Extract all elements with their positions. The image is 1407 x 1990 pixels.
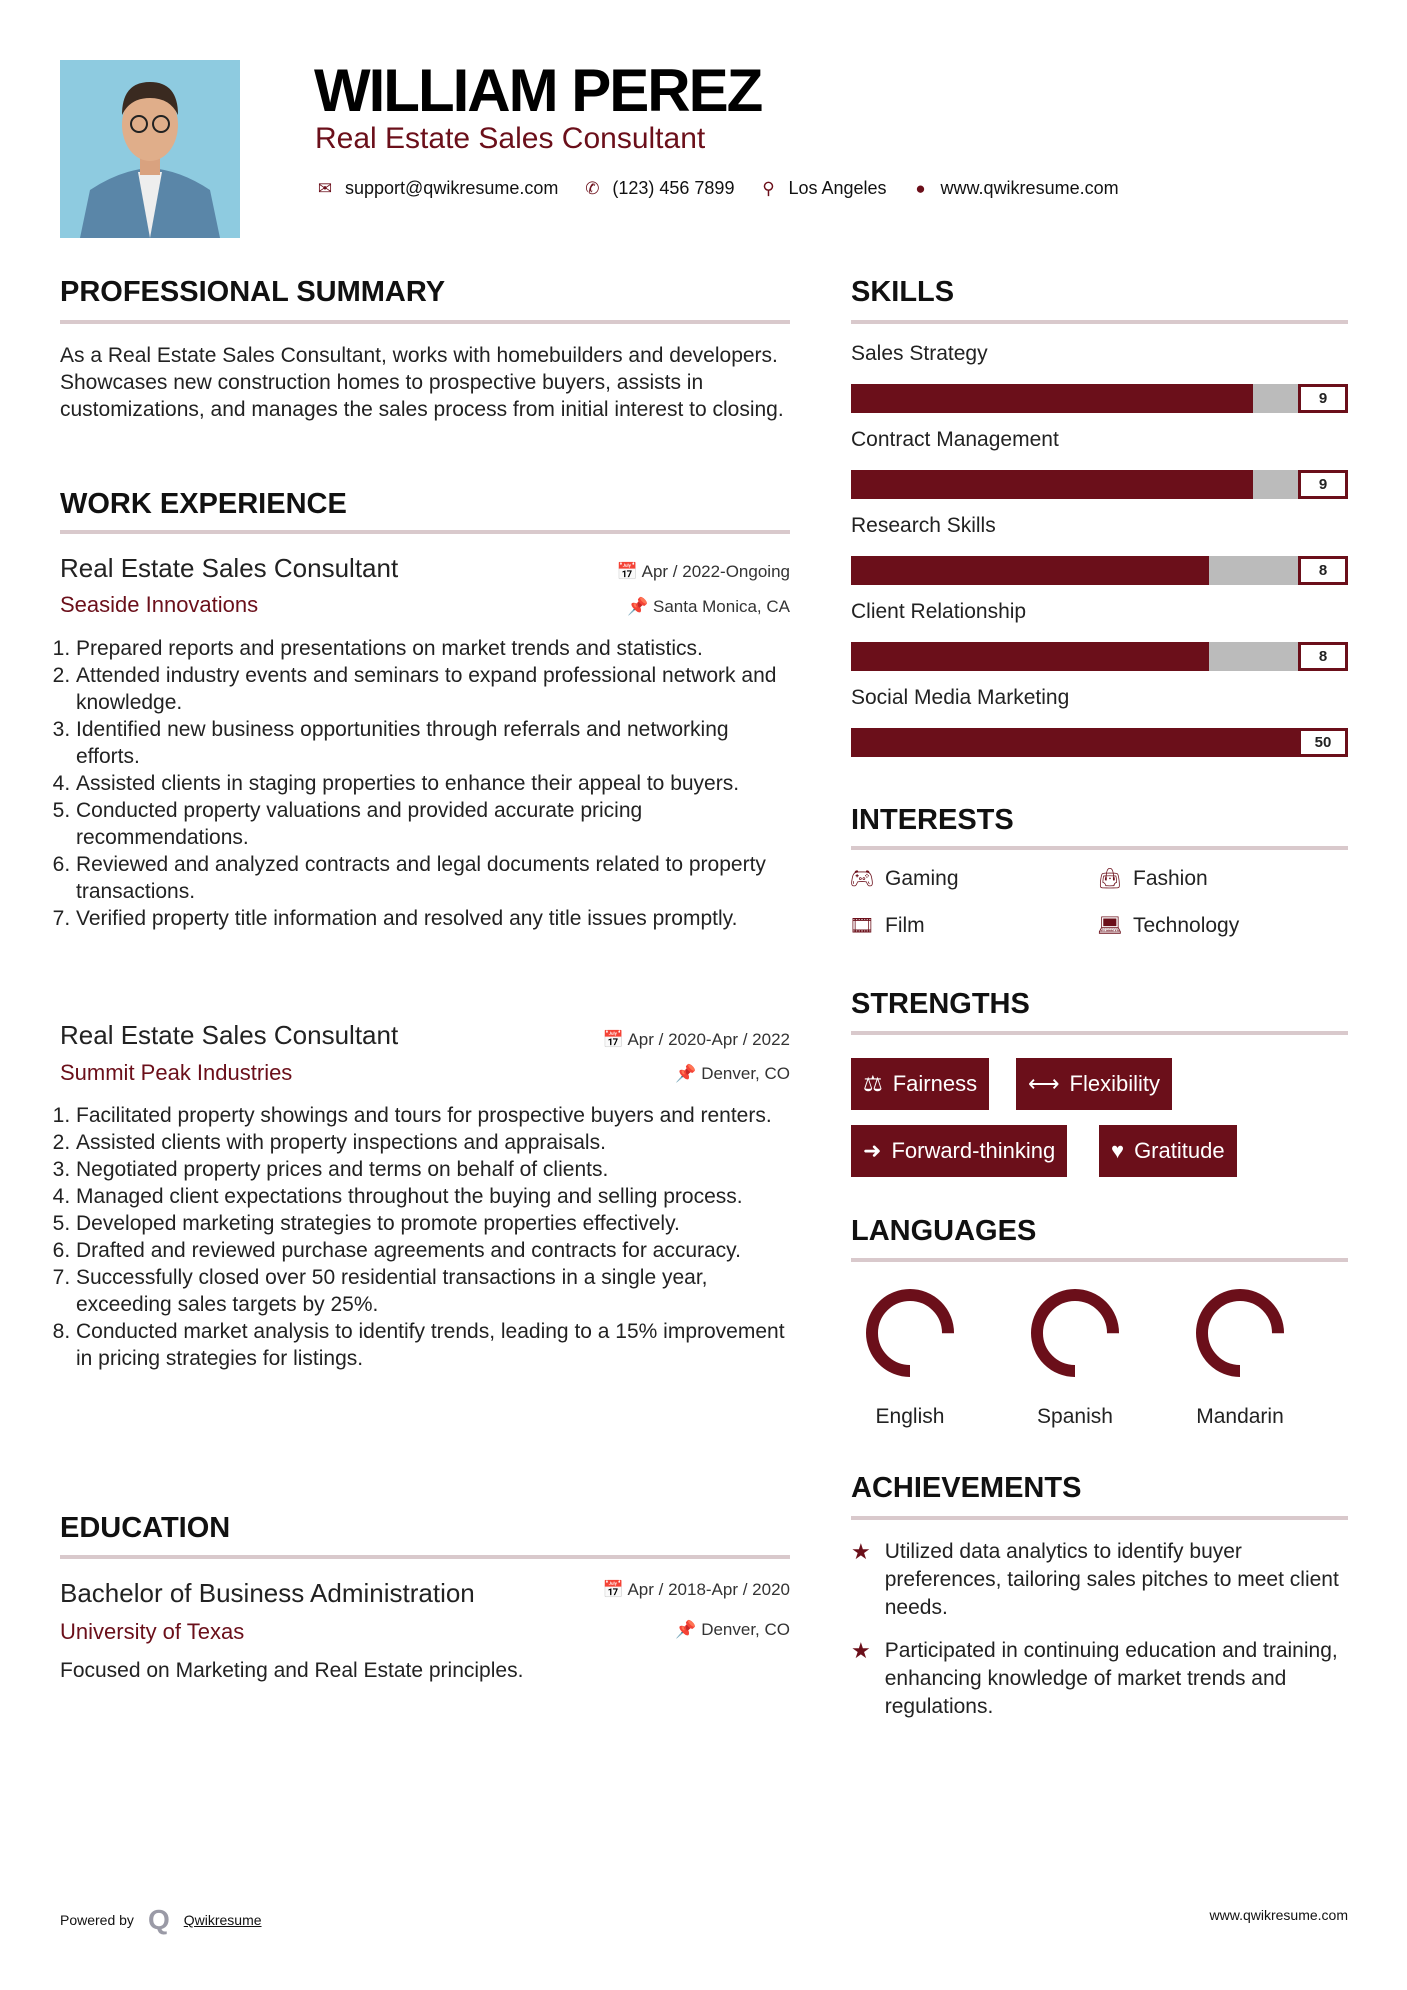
skill-fill (851, 384, 1253, 413)
strength-label: Forward-thinking (891, 1138, 1056, 1163)
balance-scale-icon: ⚖ (863, 1071, 883, 1096)
summary-text: As a Real Estate Sales Consultant, works with homebuilders and developers. Showcases new construction homes to prospective buyers, assists in customizations, and manages the sales process from initial interest to closing. (60, 344, 784, 421)
contact-row (315, 178, 1133, 199)
strengths-heading: STRENGTHS (851, 988, 1030, 1020)
language-name: Spanish (1037, 1405, 1113, 1428)
interest-label: Technology (1133, 913, 1240, 937)
job-location (627, 597, 790, 617)
language-ring (1015, 1285, 1135, 1385)
pin-icon: 📌 (627, 597, 653, 616)
list-item: 6. Drafted and reviewed purchase agreements and contracts for accuracy. (76, 1237, 786, 1264)
job-bullets (56, 1102, 786, 1372)
website-link[interactable]: www.qwikresume.com (940, 178, 1119, 198)
skill-track (851, 556, 1298, 585)
skill-name: Research Skills (851, 514, 996, 537)
interest-gaming (849, 866, 959, 891)
list-item: 8. Conducted market analysis to identify trends, leading to a 15% improvement in pricing strategies for listings. (76, 1318, 786, 1372)
job-location-text: Denver, CO (701, 1064, 790, 1083)
calendar-icon: 📅 (602, 1030, 628, 1049)
experience-heading: WORK EXPERIENCE (60, 488, 347, 520)
skill-name: Contract Management (851, 428, 1059, 451)
skill-track (851, 470, 1298, 499)
shopping-bag-icon: 👜︎ (1097, 868, 1123, 890)
star-icon: ★ (851, 1539, 871, 1564)
interest-technology (1097, 913, 1239, 938)
candidate-title: Real Estate Sales Consultant (315, 122, 706, 155)
summary-heading: PROFESSIONAL SUMMARY (60, 276, 446, 308)
interest-label: Gaming (885, 866, 959, 890)
calendar-icon: 📅 (602, 1580, 628, 1599)
list-item: 4. Managed client expectations throughout the buying and selling process. (76, 1183, 786, 1210)
footer-brand (60, 1904, 262, 1936)
skill-item (851, 428, 1348, 499)
calendar-icon: 📅 (616, 562, 642, 581)
list-item: 1. Facilitated property showings and tours for prospective buyers and renters. (76, 1102, 786, 1129)
job-date (603, 1030, 791, 1050)
phone-icon: ✆ (585, 178, 600, 198)
skill-track (851, 384, 1298, 413)
skill-name: Sales Strategy (851, 342, 988, 365)
skill-bar (851, 728, 1348, 757)
skill-fill (851, 728, 1298, 757)
edu-description: Focused on Marketing and Real Estate principles. (60, 1659, 524, 1682)
languages-list (850, 1285, 1350, 1435)
strength-tag (851, 1125, 1067, 1177)
achievement-text: Participated in continuing education and training, enhancing knowledge of market trends and regulations. (884, 1639, 1338, 1718)
skill-value: 50 (1298, 728, 1348, 757)
skills-list (851, 342, 1348, 772)
interest-label: Fashion (1133, 866, 1208, 890)
skill-fill (851, 642, 1209, 671)
languages-heading: LANGUAGES (851, 1215, 1037, 1247)
location-text: Los Angeles (788, 178, 887, 198)
job-title: Real Estate Sales Consultant (60, 553, 399, 583)
map-marker-icon: ⚲ (762, 178, 775, 198)
skill-bar (851, 470, 1348, 499)
language-name: Mandarin (1196, 1405, 1284, 1428)
divider (851, 846, 1348, 850)
list-item: 7. Verified property title information and resolved any title issues promptly. (76, 905, 786, 932)
divider (60, 1555, 790, 1559)
job-company: Seaside Innovations (60, 592, 259, 617)
gamepad-icon: 🎮︎ (849, 868, 875, 890)
divider (60, 320, 790, 324)
job-date (617, 562, 790, 582)
language-name: English (875, 1405, 945, 1428)
pin-icon: 📌 (675, 1620, 702, 1639)
list-item: 6. Reviewed and analyzed contracts and legal documents related to property transactions. (76, 851, 786, 905)
skill-name: Client Relationship (851, 600, 1027, 623)
edu-date-text: Apr / 2018-Apr / 2020 (627, 1580, 790, 1599)
degree: Bachelor of Business Administration (60, 1578, 475, 1608)
school: University of Texas (60, 1619, 245, 1644)
divider (851, 1031, 1348, 1035)
achievement-item (851, 1637, 1348, 1721)
brand-link[interactable]: Qwikresume (183, 1912, 262, 1928)
envelope-icon: ✉ (317, 178, 333, 198)
job-location (675, 1064, 790, 1084)
pin-icon: 📌 (675, 1064, 702, 1083)
divider (60, 530, 790, 534)
divider (851, 1516, 1348, 1520)
list-item: 3. Negotiated property prices and terms on behalf of clients. (76, 1156, 786, 1183)
list-item: 3. Identified new business opportunities through referrals and networking efforts. (76, 716, 786, 770)
edu-location (675, 1620, 790, 1640)
divider (851, 320, 1348, 324)
globe-icon: ● (915, 178, 926, 198)
email-link[interactable]: support@qwikresume.com (345, 178, 559, 198)
arrow-right-icon: ➜ (863, 1138, 882, 1163)
powered-by-text: Powered by (60, 1912, 134, 1928)
skill-bar (851, 384, 1348, 413)
arrows-h-icon: ⟷ (1028, 1071, 1060, 1096)
edu-location-text: Denver, CO (701, 1620, 790, 1639)
interest-fashion (1097, 866, 1208, 891)
profile-photo (60, 60, 240, 238)
strength-label: Gratitude (1134, 1138, 1225, 1163)
list-item: 2. Attended industry events and seminars to expand professional network and knowledge. (76, 662, 786, 716)
film-icon: 🎞︎ (849, 915, 875, 937)
edu-date (603, 1580, 791, 1600)
strength-tag (851, 1058, 989, 1110)
job-location-text: Santa Monica, CA (652, 597, 790, 616)
job-date-text: Apr / 2022-Ongoing (641, 562, 790, 581)
language-item (1015, 1285, 1135, 1429)
skill-fill (851, 556, 1209, 585)
skill-bar (851, 556, 1348, 585)
divider (851, 1258, 1348, 1262)
interest-label: Film (885, 913, 925, 937)
strength-tag (1016, 1058, 1172, 1110)
skill-value: 9 (1298, 384, 1348, 413)
skills-heading: SKILLS (851, 276, 955, 308)
language-item (1180, 1285, 1300, 1429)
skill-value: 8 (1298, 556, 1348, 585)
job-title: Real Estate Sales Consultant (60, 1020, 399, 1050)
candidate-name: WILLIAM PEREZ (314, 57, 762, 124)
skill-item (851, 686, 1348, 757)
list-item: 4. Assisted clients in staging properties to enhance their appeal to buyers. (76, 770, 786, 797)
skill-item (851, 514, 1348, 585)
language-ring (1180, 1285, 1300, 1385)
qwikresume-logo-icon: Q (147, 1904, 170, 1935)
job-date-text: Apr / 2020-Apr / 2022 (627, 1030, 790, 1049)
footer-website[interactable]: www.qwikresume.com (1209, 1907, 1348, 1923)
achievement-text: Utilized data analytics to identify buyer preferences, tailoring sales pitches to meet client needs. (884, 1540, 1339, 1619)
job-company: Summit Peak Industries (60, 1060, 293, 1085)
education-heading: EDUCATION (60, 1512, 231, 1544)
skill-name: Social Media Marketing (851, 686, 1070, 709)
skill-track (851, 642, 1298, 671)
skill-item (851, 600, 1348, 671)
list-item: 5. Conducted property valuations and provided accurate pricing recommendations. (76, 797, 786, 851)
heart-icon: ♥ (1111, 1138, 1125, 1163)
job-bullets (56, 635, 786, 932)
skill-track (851, 728, 1298, 757)
list-item: 5. Developed marketing strategies to promote properties effectively. (76, 1210, 786, 1237)
skill-bar (851, 642, 1348, 671)
skill-value: 9 (1298, 470, 1348, 499)
strength-label: Fairness (892, 1071, 978, 1096)
skill-fill (851, 470, 1253, 499)
skill-item (851, 342, 1348, 413)
skill-value: 8 (1298, 642, 1348, 671)
list-item: 1. Prepared reports and presentations on market trends and statistics. (76, 635, 786, 662)
star-icon: ★ (851, 1638, 871, 1663)
list-item: 2. Assisted clients with property inspections and appraisals. (76, 1129, 786, 1156)
language-ring (850, 1285, 970, 1385)
achievements-heading: ACHIEVEMENTS (851, 1472, 1082, 1504)
laptop-icon: 💻︎ (1097, 915, 1123, 937)
strength-tag (1099, 1125, 1237, 1177)
phone-text: (123) 456 7899 (612, 178, 735, 198)
interests-heading: INTERESTS (851, 804, 1014, 836)
list-item: 7. Successfully closed over 50 residential transactions in a single year, exceeding sales targets by 25%. (76, 1264, 786, 1318)
achievement-item (851, 1538, 1348, 1622)
strength-label: Flexibility (1069, 1071, 1161, 1096)
interest-film (849, 913, 925, 938)
language-item (850, 1285, 970, 1429)
